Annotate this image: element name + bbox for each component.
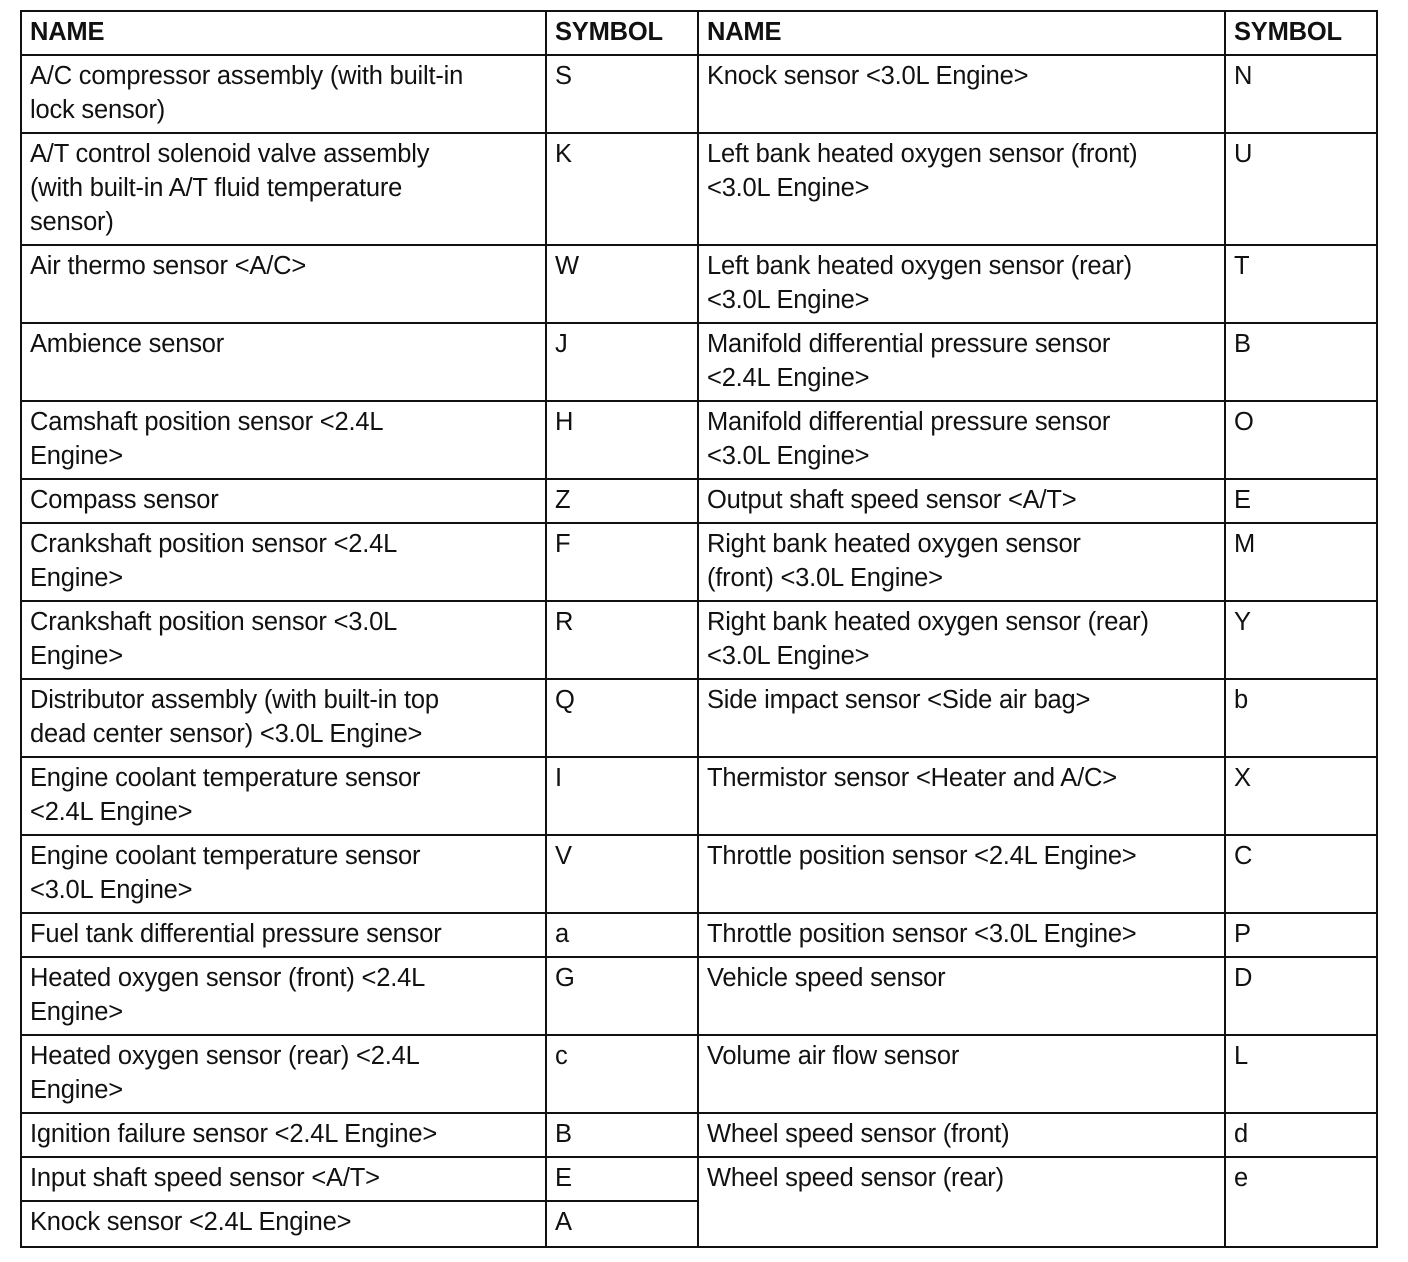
- table-cell-symbol: L: [1226, 1036, 1376, 1114]
- table-cell-name: Heated oxygen sensor (front) <2.4L Engine>: [22, 958, 547, 1036]
- name-header: NAME: [699, 12, 1226, 56]
- table-cell-symbol: E: [1226, 480, 1376, 524]
- table-cell-name: Volume air flow sensor: [699, 1036, 1226, 1114]
- table-cell-symbol: e: [1234, 1164, 1248, 1192]
- table-cell-symbol: A: [555, 1208, 572, 1236]
- table-cell-name: Engine coolant temperature sensor <2.4L Engine>: [22, 758, 547, 836]
- table-cell-symbol: a: [547, 914, 697, 958]
- table-cell-name: Wheel speed sensor (rear): [699, 1158, 1226, 1246]
- table-cell-symbol: b: [1226, 680, 1376, 758]
- table-cell-name: Wheel speed sensor (front): [699, 1114, 1226, 1158]
- table-cell-name: Crankshaft position sensor <3.0L Engine>: [22, 602, 547, 680]
- table-cell-name: Ignition failure sensor <2.4L Engine>: [22, 1114, 547, 1158]
- table-cell-symbol: V: [547, 836, 697, 914]
- left-table: [20, 10, 699, 1248]
- table-cell-name: A/C compressor assembly (with built-in lock sensor): [22, 56, 547, 134]
- table-cell-symbol: J: [547, 324, 697, 402]
- symbol-header: SYMBOL: [1226, 12, 1376, 56]
- table-cell-name: Crankshaft position sensor <2.4L Engine>: [22, 524, 547, 602]
- table-cell-name: Distributor assembly (with built-in top dead center sensor) <3.0L Engine>: [22, 680, 547, 758]
- table-cell-symbol: c: [547, 1036, 697, 1114]
- table-cell-symbol: Z: [547, 480, 697, 524]
- table-cell-name: Right bank heated oxygen sensor (rear) <3.0L Engine>: [699, 602, 1226, 680]
- table-cell-symbol: W: [547, 246, 697, 324]
- sensor-symbol-table: [20, 10, 1378, 1248]
- table-cell-name: Air thermo sensor <A/C>: [22, 246, 547, 324]
- table-cell-symbol: R: [547, 602, 697, 680]
- table-cell-name: Camshaft position sensor <2.4L Engine>: [22, 402, 547, 480]
- table-cell-symbol: d: [1226, 1114, 1376, 1158]
- table-cell-symbol: X: [1226, 758, 1376, 836]
- table-cell-name: Input shaft speed sensor <A/T>: [22, 1158, 547, 1202]
- table-cell-name: Output shaft speed sensor <A/T>: [699, 480, 1226, 524]
- table-cell-name: Right bank heated oxygen sensor (front) <3.0L Engine>: [699, 524, 1226, 602]
- table-cell-symbol: D: [1226, 958, 1376, 1036]
- table-cell-name: Manifold differential pressure sensor <3.0L Engine>: [699, 402, 1226, 480]
- table-cell-name: Throttle position sensor <3.0L Engine>: [699, 914, 1226, 958]
- table-cell-name: Ambience sensor: [22, 324, 547, 402]
- table-cell-symbol: I: [547, 758, 697, 836]
- table-cell-symbol: Y: [1226, 602, 1376, 680]
- table-cell-name: Heated oxygen sensor (rear) <2.4L Engine>: [22, 1036, 547, 1114]
- table-cell-name: Engine coolant temperature sensor <3.0L Engine>: [22, 836, 547, 914]
- name-header: NAME: [22, 12, 547, 56]
- table-cell-symbol: E: [547, 1158, 697, 1202]
- table-cell-name: Fuel tank differential pressure sensor: [22, 914, 547, 958]
- table-cell-symbol: G: [547, 958, 697, 1036]
- table-cell-name: Vehicle speed sensor: [699, 958, 1226, 1036]
- right-table: [699, 10, 1378, 1248]
- table-cell-name: Compass sensor: [22, 480, 547, 524]
- table-cell-symbol: Q: [547, 680, 697, 758]
- table-cell-symbol: H: [547, 402, 697, 480]
- table-cell-symbol: N: [1226, 56, 1376, 134]
- table-cell-symbol: M: [1226, 524, 1376, 602]
- table-cell-symbol: O: [1226, 402, 1376, 480]
- table-cell-symbol: C: [1226, 836, 1376, 914]
- table-cell-symbol: B: [1226, 324, 1376, 402]
- table-cell-symbol: S: [547, 56, 697, 134]
- table-cell-name: Left bank heated oxygen sensor (rear) <3.0L Engine>: [699, 246, 1226, 324]
- table-cell-name: Throttle position sensor <2.4L Engine>: [699, 836, 1226, 914]
- table-cell-symbol: P: [1226, 914, 1376, 958]
- table-cell-name: Left bank heated oxygen sensor (front) <3.0L Engine>: [699, 134, 1226, 246]
- table-cell-symbol: B: [547, 1114, 697, 1158]
- table-cell-name: Side impact sensor <Side air bag>: [699, 680, 1226, 758]
- table-cell-symbol: T: [1226, 246, 1376, 324]
- symbol-header: SYMBOL: [547, 12, 697, 56]
- table-cell-symbol: K: [547, 134, 697, 246]
- table-cell-symbol: F: [547, 524, 697, 602]
- table-cell-symbol: U: [1226, 134, 1376, 246]
- table-cell-name: Knock sensor <3.0L Engine>: [699, 56, 1226, 134]
- table-cell-name: Manifold differential pressure sensor <2.4L Engine>: [699, 324, 1226, 402]
- table-cell-name: Thermistor sensor <Heater and A/C>: [699, 758, 1226, 836]
- table-cell-name: Knock sensor <2.4L Engine>: [22, 1202, 547, 1246]
- table-cell-name: A/T control solenoid valve assembly (with built-in A/T fluid temperature sensor): [22, 134, 547, 246]
